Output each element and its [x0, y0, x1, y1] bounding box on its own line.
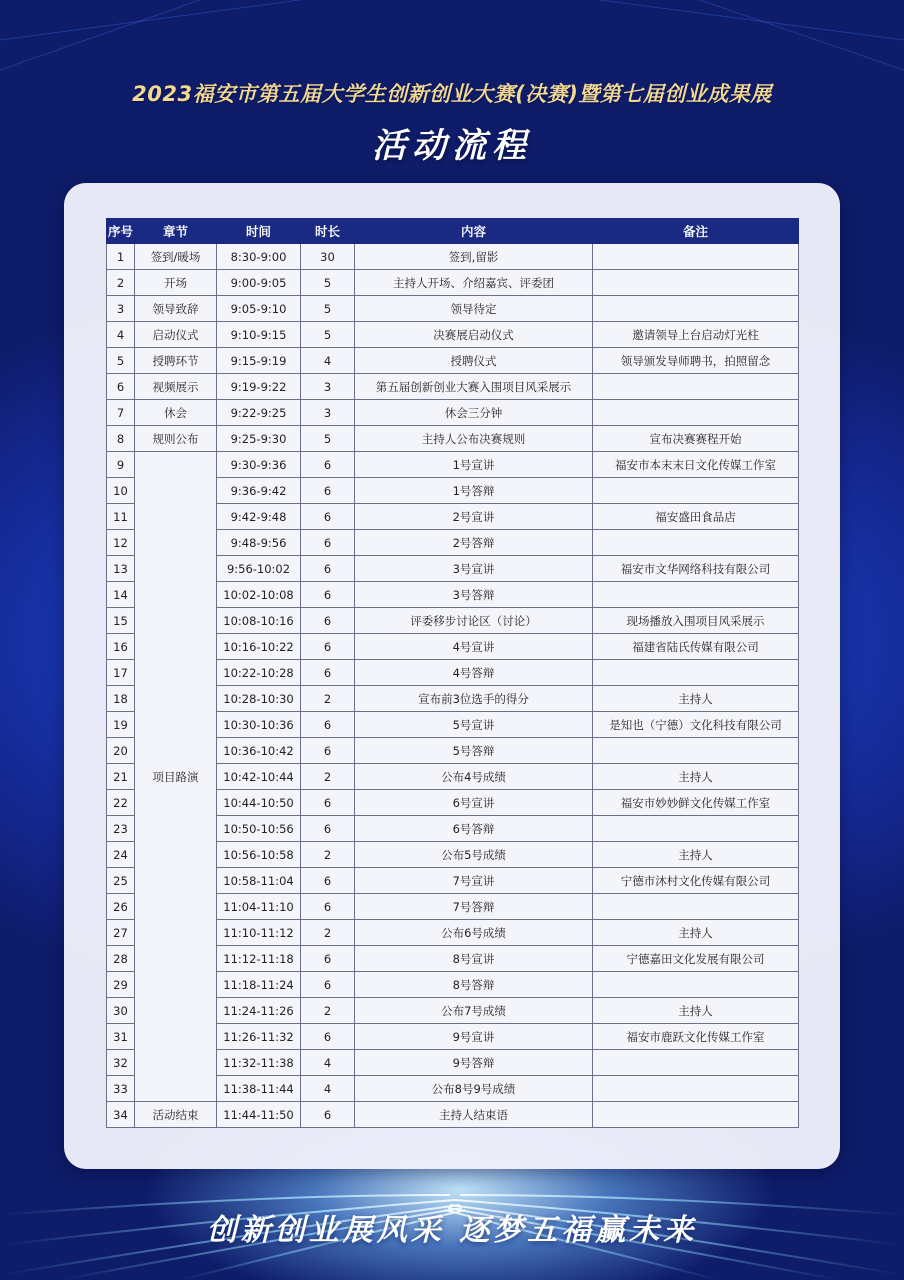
cell-duration: 6 [301, 946, 355, 972]
page-title: 2023福安市第五届大学生创新创业大赛(决赛)暨第七届创业成果展 [132, 82, 772, 106]
cell-no: 10 [107, 478, 135, 504]
cell-section: 规则公布 [135, 426, 217, 452]
cell-section: 启动仪式 [135, 322, 217, 348]
cell-no: 11 [107, 504, 135, 530]
cell-content: 2号宣讲 [355, 504, 593, 530]
cell-content: 5号答辩 [355, 738, 593, 764]
page-subtitle: 活动流程 [372, 126, 532, 166]
col-header-no: 序号 [107, 219, 135, 244]
cell-content: 评委移步讨论区（讨论） [355, 608, 593, 634]
cell-time: 9:15-9:19 [217, 348, 301, 374]
cell-duration: 5 [301, 296, 355, 322]
cell-time: 9:48-9:56 [217, 530, 301, 556]
footer-slogan: 创新创业展风采 逐梦五福赢未来 [206, 1213, 698, 1248]
cell-no: 31 [107, 1024, 135, 1050]
cell-no: 13 [107, 556, 135, 582]
cell-content: 3号答辩 [355, 582, 593, 608]
cell-no: 15 [107, 608, 135, 634]
cell-duration: 6 [301, 1102, 355, 1128]
cell-content: 休会三分钟 [355, 400, 593, 426]
cell-content: 9号宣讲 [355, 1024, 593, 1050]
cell-duration: 6 [301, 712, 355, 738]
cell-time: 9:10-9:15 [217, 322, 301, 348]
cell-time: 10:30-10:36 [217, 712, 301, 738]
cell-content: 领导待定 [355, 296, 593, 322]
cell-content: 8号答辩 [355, 972, 593, 998]
cell-content: 宣布前3位选手的得分 [355, 686, 593, 712]
cell-note: 主持人 [593, 764, 799, 790]
cell-duration: 2 [301, 920, 355, 946]
cell-time: 10:02-10:08 [217, 582, 301, 608]
cell-duration: 6 [301, 1024, 355, 1050]
schedule-table [106, 218, 799, 1128]
cell-no: 3 [107, 296, 135, 322]
cell-duration: 2 [301, 764, 355, 790]
cell-note [593, 738, 799, 764]
cell-note: 宁德市沐村文化传媒有限公司 [593, 868, 799, 894]
cell-content: 4号答辩 [355, 660, 593, 686]
cell-note: 领导颁发导师聘书，拍照留念 [593, 348, 799, 374]
cell-note [593, 1102, 799, 1128]
cell-no: 4 [107, 322, 135, 348]
table-row [107, 374, 799, 400]
cell-time: 10:22-10:28 [217, 660, 301, 686]
cell-duration: 4 [301, 1050, 355, 1076]
cell-note: 福建省陆氏传媒有限公司 [593, 634, 799, 660]
cell-content: 第五届创新创业大赛入围项目风采展示 [355, 374, 593, 400]
cell-note [593, 660, 799, 686]
cell-time: 10:42-10:44 [217, 764, 301, 790]
cell-content: 4号宣讲 [355, 634, 593, 660]
cell-content: 公布4号成绩 [355, 764, 593, 790]
cell-note: 主持人 [593, 920, 799, 946]
cell-note [593, 270, 799, 296]
cell-content: 7号宣讲 [355, 868, 593, 894]
cell-time: 10:28-10:30 [217, 686, 301, 712]
cell-duration: 6 [301, 504, 355, 530]
cell-note [593, 296, 799, 322]
cell-content: 2号答辩 [355, 530, 593, 556]
cell-section: 视频展示 [135, 374, 217, 400]
cell-duration: 6 [301, 738, 355, 764]
cell-duration: 6 [301, 452, 355, 478]
cell-duration: 6 [301, 556, 355, 582]
table-row [107, 426, 799, 452]
cell-no: 1 [107, 244, 135, 270]
cell-time: 10:36-10:42 [217, 738, 301, 764]
cell-note: 福安盛田食品店 [593, 504, 799, 530]
cell-duration: 30 [301, 244, 355, 270]
cell-content: 主持人公布决赛规则 [355, 426, 593, 452]
cell-content: 6号答辩 [355, 816, 593, 842]
cell-duration: 4 [301, 1076, 355, 1102]
cell-note: 主持人 [593, 686, 799, 712]
cell-note: 福安市鹿跃文化传媒工作室 [593, 1024, 799, 1050]
cell-content: 公布8号9号成绩 [355, 1076, 593, 1102]
cell-section: 休会 [135, 400, 217, 426]
cell-duration: 5 [301, 270, 355, 296]
cell-no: 8 [107, 426, 135, 452]
table-row [107, 270, 799, 296]
cell-no: 30 [107, 998, 135, 1024]
cell-note [593, 244, 799, 270]
cell-content: 主持人开场、介绍嘉宾、评委团 [355, 270, 593, 296]
cell-time: 9:56-10:02 [217, 556, 301, 582]
cell-section: 开场 [135, 270, 217, 296]
table-row [107, 348, 799, 374]
cell-time: 11:12-11:18 [217, 946, 301, 972]
cell-no: 34 [107, 1102, 135, 1128]
table-row [107, 452, 799, 478]
cell-time: 10:50-10:56 [217, 816, 301, 842]
cell-content: 授聘仪式 [355, 348, 593, 374]
cell-section-roadshow: 项目路演 [135, 452, 217, 1102]
cell-duration: 6 [301, 660, 355, 686]
cell-note: 邀请领导上台启动灯光柱 [593, 322, 799, 348]
cell-note [593, 400, 799, 426]
cell-content: 公布7号成绩 [355, 998, 593, 1024]
cell-duration: 6 [301, 530, 355, 556]
cell-content: 公布6号成绩 [355, 920, 593, 946]
cell-no: 27 [107, 920, 135, 946]
cell-note: 现场播放入围项目风采展示 [593, 608, 799, 634]
cell-content: 1号宣讲 [355, 452, 593, 478]
cell-duration: 2 [301, 842, 355, 868]
cell-no: 25 [107, 868, 135, 894]
cell-note: 宁德嘉田文化发展有限公司 [593, 946, 799, 972]
cell-time: 9:36-9:42 [217, 478, 301, 504]
col-header-time: 时间 [217, 219, 301, 244]
cell-content: 7号答辩 [355, 894, 593, 920]
cell-no: 19 [107, 712, 135, 738]
cell-no: 21 [107, 764, 135, 790]
cell-content: 主持人结束语 [355, 1102, 593, 1128]
cell-time: 8:30-9:00 [217, 244, 301, 270]
cell-note [593, 894, 799, 920]
cell-duration: 6 [301, 972, 355, 998]
cell-section: 领导致辞 [135, 296, 217, 322]
cell-duration: 3 [301, 400, 355, 426]
table-row [107, 244, 799, 270]
cell-content: 5号宣讲 [355, 712, 593, 738]
table-row [107, 400, 799, 426]
cell-section: 活动结束 [135, 1102, 217, 1128]
cell-time: 11:38-11:44 [217, 1076, 301, 1102]
cell-no: 29 [107, 972, 135, 998]
cell-content: 签到,留影 [355, 244, 593, 270]
cell-no: 6 [107, 374, 135, 400]
cell-note: 主持人 [593, 998, 799, 1024]
cell-duration: 2 [301, 686, 355, 712]
cell-time: 11:24-11:26 [217, 998, 301, 1024]
cell-content: 9号答辩 [355, 1050, 593, 1076]
cell-duration: 4 [301, 348, 355, 374]
cell-time: 9:22-9:25 [217, 400, 301, 426]
cell-duration: 3 [301, 374, 355, 400]
cell-content: 决赛展启动仪式 [355, 322, 593, 348]
cell-time: 9:19-9:22 [217, 374, 301, 400]
cell-note [593, 478, 799, 504]
cell-time: 10:44-10:50 [217, 790, 301, 816]
cell-no: 23 [107, 816, 135, 842]
cell-note: 福安市文华网络科技有限公司 [593, 556, 799, 582]
cell-time: 11:18-11:24 [217, 972, 301, 998]
cell-time: 9:42-9:48 [217, 504, 301, 530]
cell-duration: 5 [301, 426, 355, 452]
col-header-note: 备注 [593, 219, 799, 244]
cell-no: 2 [107, 270, 135, 296]
cell-no: 5 [107, 348, 135, 374]
cell-section: 签到/暖场 [135, 244, 217, 270]
cell-duration: 2 [301, 998, 355, 1024]
cell-no: 26 [107, 894, 135, 920]
cell-no: 14 [107, 582, 135, 608]
cell-time: 11:26-11:32 [217, 1024, 301, 1050]
cell-no: 9 [107, 452, 135, 478]
cell-duration: 6 [301, 582, 355, 608]
cell-time: 11:32-11:38 [217, 1050, 301, 1076]
cell-note: 主持人 [593, 842, 799, 868]
cell-note: 是知也（宁德）文化科技有限公司 [593, 712, 799, 738]
cell-no: 16 [107, 634, 135, 660]
cell-no: 32 [107, 1050, 135, 1076]
cell-no: 12 [107, 530, 135, 556]
cell-note [593, 972, 799, 998]
cell-content: 1号答辩 [355, 478, 593, 504]
cell-duration: 5 [301, 322, 355, 348]
cell-note: 宣布决赛赛程开始 [593, 426, 799, 452]
cell-time: 9:25-9:30 [217, 426, 301, 452]
cell-time: 11:04-11:10 [217, 894, 301, 920]
table-row [107, 1102, 799, 1128]
cell-content: 公布5号成绩 [355, 842, 593, 868]
cell-no: 18 [107, 686, 135, 712]
cell-section: 授聘环节 [135, 348, 217, 374]
table-header-row [107, 219, 799, 244]
cell-note: 福安市本末末日文化传媒工作室 [593, 452, 799, 478]
cell-duration: 6 [301, 894, 355, 920]
cell-no: 22 [107, 790, 135, 816]
cell-note [593, 530, 799, 556]
cell-time: 10:16-10:22 [217, 634, 301, 660]
cell-time: 10:08-10:16 [217, 608, 301, 634]
cell-note [593, 1050, 799, 1076]
cell-duration: 6 [301, 868, 355, 894]
cell-duration: 6 [301, 790, 355, 816]
cell-time: 9:00-9:05 [217, 270, 301, 296]
cell-time: 9:30-9:36 [217, 452, 301, 478]
cell-note [593, 1076, 799, 1102]
cell-no: 33 [107, 1076, 135, 1102]
cell-note: 福安市妙妙鲜文化传媒工作室 [593, 790, 799, 816]
cell-no: 20 [107, 738, 135, 764]
cell-no: 7 [107, 400, 135, 426]
cell-note [593, 816, 799, 842]
table-row [107, 322, 799, 348]
cell-duration: 6 [301, 478, 355, 504]
cell-content: 3号宣讲 [355, 556, 593, 582]
cell-note [593, 374, 799, 400]
col-header-content: 内容 [355, 219, 593, 244]
cell-time: 11:44-11:50 [217, 1102, 301, 1128]
col-header-section: 章节 [135, 219, 217, 244]
col-header-duration: 时长 [301, 219, 355, 244]
cell-time: 9:05-9:10 [217, 296, 301, 322]
table-row [107, 296, 799, 322]
cell-content: 8号宣讲 [355, 946, 593, 972]
cell-note [593, 582, 799, 608]
cell-content: 6号宣讲 [355, 790, 593, 816]
cell-time: 11:10-11:12 [217, 920, 301, 946]
cell-duration: 6 [301, 634, 355, 660]
cell-duration: 6 [301, 816, 355, 842]
cell-time: 10:58-11:04 [217, 868, 301, 894]
cell-no: 28 [107, 946, 135, 972]
cell-time: 10:56-10:58 [217, 842, 301, 868]
cell-no: 17 [107, 660, 135, 686]
cell-duration: 6 [301, 608, 355, 634]
cell-no: 24 [107, 842, 135, 868]
